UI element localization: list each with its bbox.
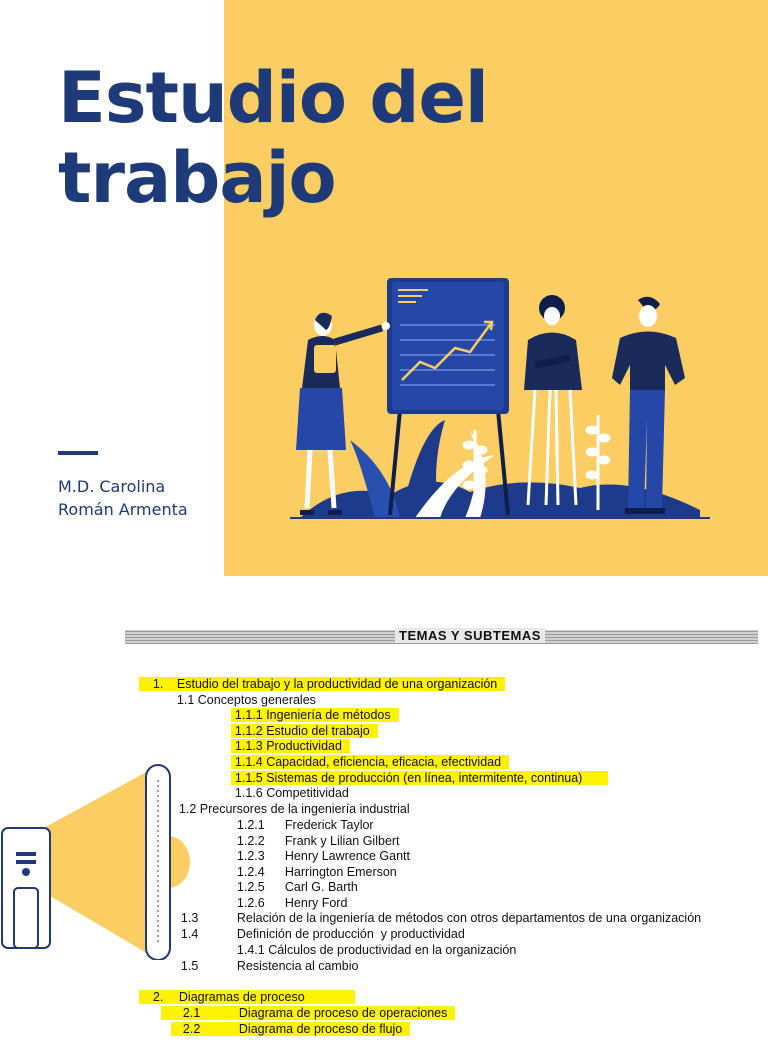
title-divider bbox=[58, 451, 98, 455]
list-item: 1.1.5 Sistemas de producción (en línea, intermitente, continua) bbox=[217, 756, 608, 801]
author bbox=[58, 475, 188, 521]
list-item: 1.1.6 Competitividad bbox=[234, 786, 349, 800]
scanned-syllabus bbox=[125, 628, 758, 1036]
list-item: 2. Diagramas de proceso bbox=[125, 975, 355, 1020]
author-line-2: Román Armenta bbox=[58, 500, 188, 519]
list-item: 1.2.2 Frank y Lilian Gilbert bbox=[236, 834, 400, 848]
list-item: 1.4.1 Cálculos de productividad en la organización bbox=[236, 943, 517, 957]
author-line-1: M.D. Carolina bbox=[58, 477, 166, 496]
list-item: 1.2.6 Henry Ford bbox=[236, 896, 348, 910]
list-item: 1.1.3 Productividad bbox=[217, 724, 350, 769]
megaphone-icon bbox=[0, 760, 200, 960]
page-title bbox=[58, 58, 578, 218]
list-item: 1.2.1 Frederick Taylor bbox=[236, 818, 374, 832]
title-line-2: trabajo bbox=[58, 137, 336, 219]
list-item: 1.2.3 Henry Lawrence Gantt bbox=[236, 849, 410, 863]
list-item: 1.5 Resistencia al cambio bbox=[180, 959, 359, 973]
title-line-1: Estudio del bbox=[58, 57, 488, 139]
list-item: 1.2 Precursores de la ingeniería industrial bbox=[178, 802, 410, 816]
list-item: 2.1 Diagrama de proceso de operaciones bbox=[147, 991, 455, 1036]
presentation-illustration bbox=[280, 270, 720, 525]
list-item: 1.2.5 Carl G. Barth bbox=[236, 880, 358, 894]
list-item: 1.1.2 Estudio del trabajo bbox=[217, 709, 378, 754]
list-item: 1.1.4 Capacidad, eficiencia, eficacia, efectividad bbox=[217, 740, 509, 785]
list-item: 1.3 Relación de la ingeniería de métodos con otros departamentos de una organización bbox=[180, 911, 702, 925]
document-header: TEMAS Y SUBTEMAS bbox=[395, 628, 545, 643]
list-item: 1.4 Definición de producción y productividad bbox=[180, 927, 465, 941]
document-header-bar bbox=[125, 630, 758, 644]
list-item: 1.1 Conceptos generales bbox=[176, 693, 316, 707]
list-item: 2.2 Diagrama de proceso de flujo bbox=[157, 1007, 410, 1052]
list-item: 1.2.4 Harrington Emerson bbox=[236, 865, 397, 879]
list-item: 1.1.1 Ingeniería de métodos bbox=[217, 693, 399, 738]
list-item: 1. Estudio del trabajo y la productividad de una organización bbox=[125, 662, 505, 707]
